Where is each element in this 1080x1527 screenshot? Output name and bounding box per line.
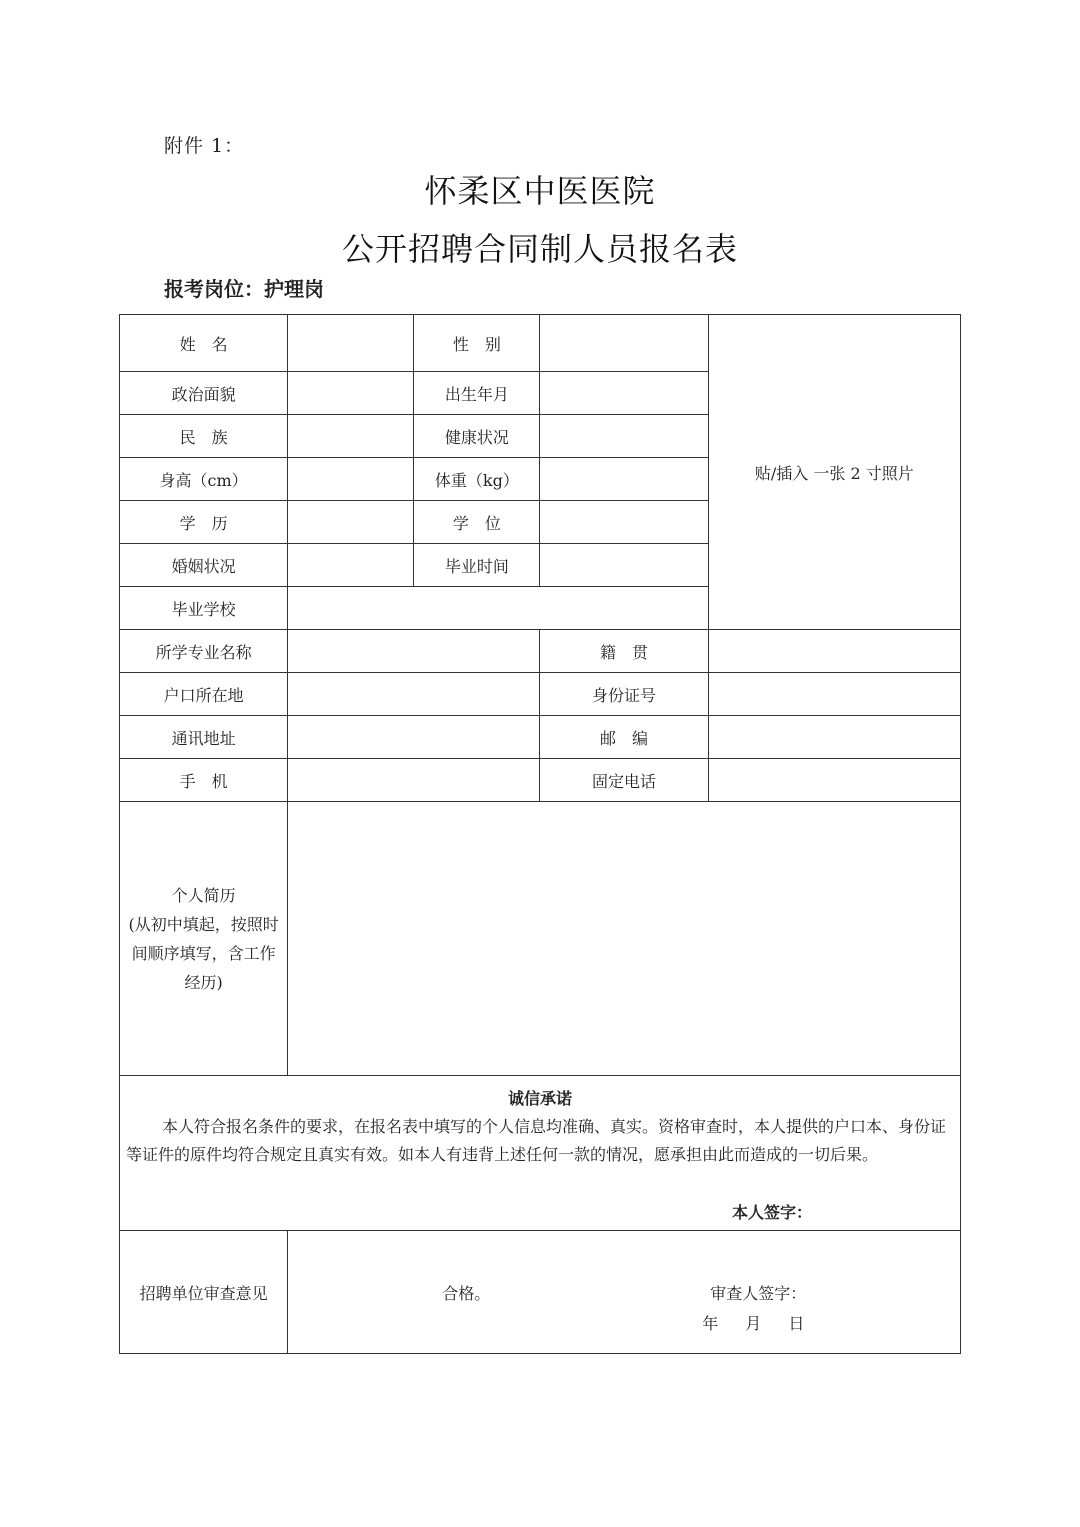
date-year: 年 [702,1314,719,1333]
label-birth: 出生年月 [414,372,540,415]
pledge-title: 诚信承诺 [507,1089,572,1108]
input-major[interactable] [288,630,540,673]
applied-position: 报考岗位：护理岗 [164,277,324,301]
input-weight[interactable] [540,458,708,501]
label-hukou: 户口所在地 [120,673,288,716]
title-hospital: 怀柔区中医医院 [424,172,656,210]
resume-line-4: 经历) [184,972,223,992]
photo-box[interactable]: 贴/插入 一张 2 寸照片 [708,315,960,630]
pledge-text: 本人符合报名条件的要求，在报名表中填写的个人信息均准确、真实。资格审查时，本人提供的户口本、身份证等证件的原件均符合规定且真实有效。如本人有违背上述任何一款的情况，愿承担由此而造成的一切后果。 [126,1117,947,1164]
registration-table [119,314,961,1354]
label-education: 学 历 [120,501,288,544]
label-major: 所学专业名称 [120,630,288,673]
label-weight: 体重（kg） [414,458,540,501]
label-political: 政治面貌 [120,372,288,415]
input-education[interactable] [288,501,414,544]
input-address[interactable] [288,716,540,759]
input-school[interactable] [288,587,708,630]
label-height: 身高（cm） [120,458,288,501]
date-month: 月 [745,1314,762,1333]
review-area [288,1231,961,1354]
resume-line-2: (从初中填起，按照时 [128,914,279,934]
label-id-number: 身份证号 [540,673,708,716]
input-resume[interactable] [288,802,961,1076]
input-degree[interactable] [540,501,708,544]
label-native-place: 籍 贯 [540,630,708,673]
input-grad-time[interactable] [540,544,708,587]
reviewer-signature-label[interactable]: 审查人签字： [710,1284,807,1303]
label-landline: 固定电话 [540,759,708,802]
input-native-place[interactable] [708,630,960,673]
label-resume [120,802,288,1076]
input-marital[interactable] [288,544,414,587]
input-name[interactable] [288,315,414,372]
label-mobile: 手 机 [120,759,288,802]
label-grad-time: 毕业时间 [414,544,540,587]
date-day: 日 [788,1314,805,1333]
input-postcode[interactable] [708,716,960,759]
label-name: 姓 名 [120,315,288,372]
label-postcode: 邮 编 [540,716,708,759]
label-degree: 学 位 [414,501,540,544]
label-review: 招聘单位审查意见 [120,1231,288,1354]
label-health: 健康状况 [414,415,540,458]
label-address: 通讯地址 [120,716,288,759]
input-health[interactable] [540,415,708,458]
label-marital: 婚姻状况 [120,544,288,587]
label-gender: 性 别 [414,315,540,372]
title-form: 公开招聘合同制人员报名表 [341,230,738,268]
input-birth[interactable] [540,372,708,415]
input-mobile[interactable] [288,759,540,802]
input-landline[interactable] [708,759,960,802]
resume-line-3: 间顺序填写，含工作 [131,943,276,963]
input-political[interactable] [288,372,414,415]
resume-line-1: 个人简历 [171,885,236,905]
label-school: 毕业学校 [120,587,288,630]
attachment-label: 附件 1： [164,135,245,157]
input-ethnicity[interactable] [288,415,414,458]
pledge-signature-label[interactable]: 本人签字： [732,1203,813,1222]
integrity-pledge [120,1076,961,1231]
review-date [702,1311,826,1334]
input-id-number[interactable] [708,673,960,716]
input-gender[interactable] [540,315,708,372]
input-hukou[interactable] [288,673,540,716]
input-height[interactable] [288,458,414,501]
label-ethnicity: 民 族 [120,415,288,458]
review-result: 合格。 [442,1284,491,1303]
